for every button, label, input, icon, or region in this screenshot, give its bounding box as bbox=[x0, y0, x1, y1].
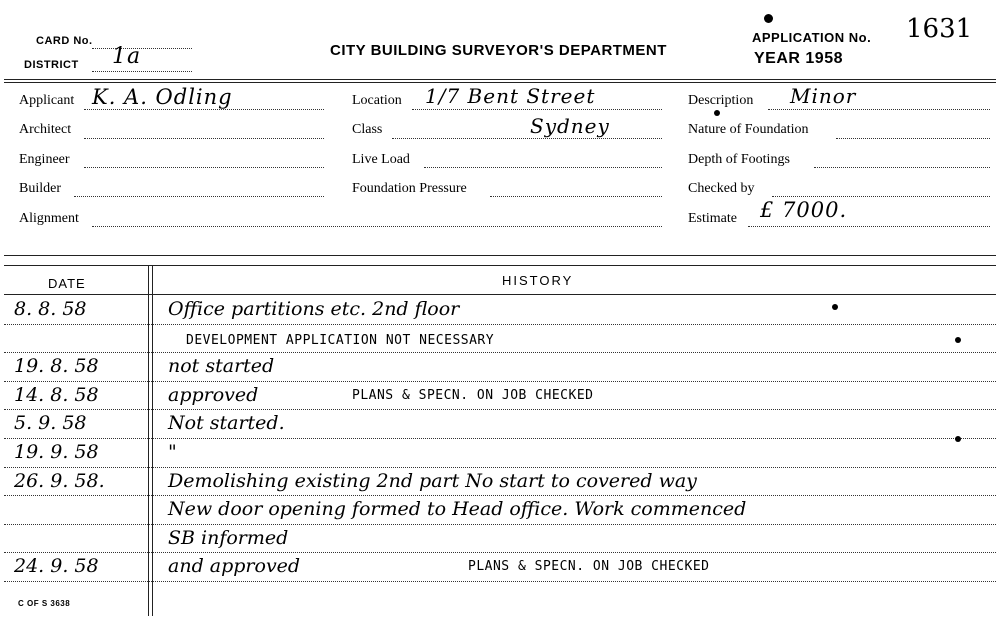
card-no-label: CARD No. bbox=[36, 35, 93, 47]
date-column-divider bbox=[148, 266, 149, 616]
history-entry: approved bbox=[168, 383, 259, 406]
history-row-line bbox=[4, 524, 996, 525]
history-row-line bbox=[4, 552, 996, 553]
box-top-border-2 bbox=[4, 82, 996, 83]
class-value: Sydney bbox=[530, 114, 610, 138]
history-date: 5. 9. 58 bbox=[14, 412, 87, 435]
estimate-value: £ 7000. bbox=[760, 198, 848, 222]
punch-dot bbox=[714, 110, 720, 116]
depth-of-footings-label: Depth of Footings bbox=[688, 152, 790, 167]
history-row-line bbox=[4, 438, 996, 439]
history-stamp: PLANS & SPECN. ON JOB CHECKED bbox=[352, 387, 594, 403]
history-date: 26. 9. 58. bbox=[14, 469, 105, 492]
history-entry: " bbox=[168, 441, 177, 463]
nature-line bbox=[836, 138, 990, 139]
application-label: APPLICATION No. bbox=[752, 30, 872, 45]
history-row-line bbox=[4, 324, 996, 325]
history-date: 19. 8. 58 bbox=[14, 355, 99, 378]
punch-dot bbox=[832, 304, 838, 310]
district-label: DISTRICT bbox=[24, 59, 79, 71]
history-entry: Office partitions etc. 2nd floor bbox=[168, 298, 460, 320]
history-row-line bbox=[4, 467, 996, 468]
estimate-label: Estimate bbox=[688, 211, 737, 226]
box-bottom-border bbox=[4, 255, 996, 256]
checked-line bbox=[772, 196, 990, 197]
district-value: 1a bbox=[112, 44, 142, 69]
history-header: HISTORY bbox=[502, 273, 574, 288]
builder-line bbox=[74, 196, 324, 197]
location-line bbox=[412, 109, 662, 110]
history-entry: DEVELOPMENT APPLICATION NOT NECESSARY bbox=[186, 332, 495, 348]
district-line bbox=[92, 71, 192, 72]
nature-of-foundation-label: Nature of Foundation bbox=[688, 122, 809, 137]
live-load-line bbox=[424, 167, 662, 168]
description-value: Minor bbox=[790, 84, 857, 108]
history-stamp: PLANS & SPECN. ON JOB CHECKED bbox=[468, 559, 710, 575]
alignment-line bbox=[92, 226, 662, 227]
class-line bbox=[392, 138, 662, 139]
application-number: 1631 bbox=[906, 14, 973, 44]
box-top-border bbox=[4, 79, 996, 80]
description-line bbox=[768, 109, 990, 110]
alignment-label: Alignment bbox=[19, 211, 79, 226]
applicant-label: Applicant bbox=[19, 93, 75, 108]
history-row-line bbox=[4, 495, 996, 496]
live-load-label: Live Load bbox=[352, 152, 410, 167]
applicant-value: K. A. Odling bbox=[92, 85, 233, 109]
history-row-line bbox=[4, 352, 996, 353]
punch-dot bbox=[764, 14, 773, 23]
checked-by-label: Checked by bbox=[688, 181, 755, 196]
history-date: 19. 9. 58 bbox=[14, 441, 99, 463]
footer-code: C OF S 3638 bbox=[18, 599, 71, 608]
punch-dot bbox=[955, 436, 961, 442]
history-entry: and approved bbox=[168, 555, 301, 578]
class-label: Class bbox=[352, 122, 383, 137]
history-row-line bbox=[4, 581, 996, 582]
history-entry: Demolishing existing 2nd part No start to covered way bbox=[168, 469, 697, 492]
history-row-line bbox=[4, 409, 996, 410]
department-title: CITY BUILDING SURVEYOR'S DEPARTMENT bbox=[330, 42, 667, 59]
history-entry: Not started. bbox=[168, 412, 285, 435]
estimate-line bbox=[748, 226, 990, 227]
year-label: YEAR 1958 bbox=[754, 50, 843, 67]
date-header: DATE bbox=[48, 276, 86, 291]
history-date: 14. 8. 58 bbox=[14, 383, 99, 406]
history-entry: not started bbox=[168, 355, 275, 378]
location-value: 1/7 Bent Street bbox=[425, 84, 596, 108]
history-entry: New door opening formed to Head office. Work commenced bbox=[168, 498, 747, 521]
builder-label: Builder bbox=[19, 181, 61, 196]
date-column-divider-2 bbox=[152, 266, 153, 616]
punch-dot bbox=[955, 337, 961, 343]
history-row-line bbox=[4, 381, 996, 382]
architect-label: Architect bbox=[19, 122, 72, 137]
history-entry: SB informed bbox=[168, 526, 289, 549]
foundation-pressure-label: Foundation Pressure bbox=[352, 181, 467, 196]
description-label: Description bbox=[688, 93, 754, 108]
applicant-line bbox=[84, 109, 324, 110]
depth-line bbox=[814, 167, 990, 168]
engineer-label: Engineer bbox=[19, 152, 70, 167]
architect-line bbox=[84, 138, 324, 139]
history-date: 24. 9. 58 bbox=[14, 555, 99, 578]
foundation-pressure-line bbox=[490, 196, 662, 197]
engineer-line bbox=[84, 167, 324, 168]
history-date: 8. 8. 58 bbox=[14, 298, 87, 320]
card-no-line bbox=[92, 48, 192, 49]
location-label: Location bbox=[352, 93, 402, 108]
